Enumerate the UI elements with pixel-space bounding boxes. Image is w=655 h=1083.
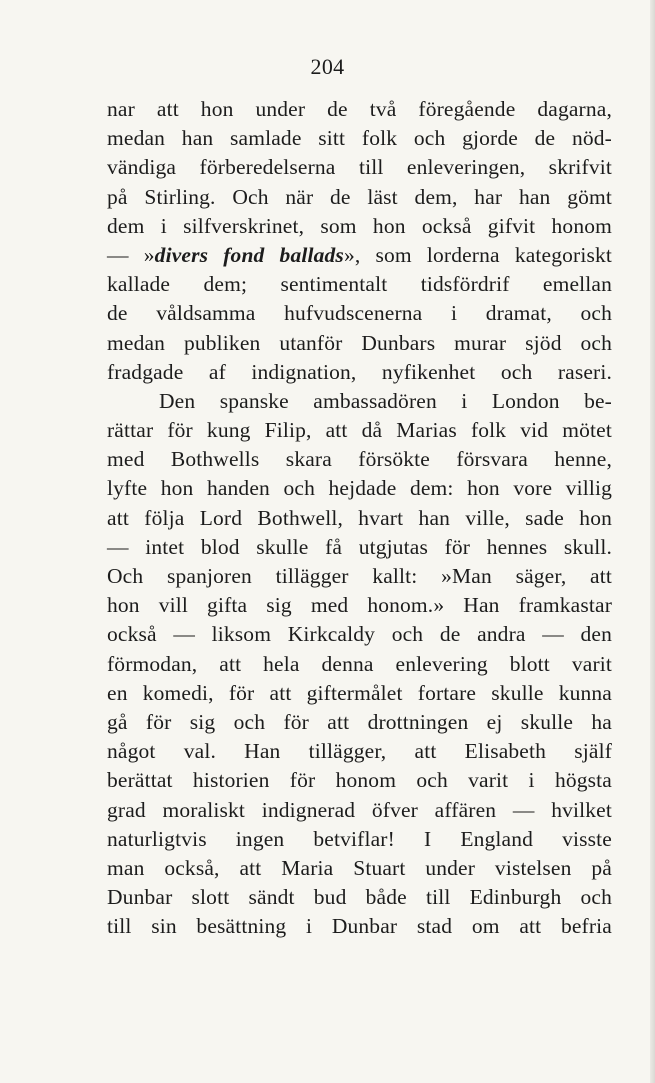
text-line: de våldsamma hufvudscenerna i dramat, och xyxy=(107,301,612,326)
text-line: kallade dem; sentimentalt tidsfördrif emellan xyxy=(107,272,612,297)
text-line: Dunbar slott sändt bud både till Edinburgh och xyxy=(107,885,612,910)
text-line: lyfte hon handen och hejdade dem: hon vore villig xyxy=(107,476,612,501)
page-number: 204 xyxy=(310,54,345,79)
text-line: något val. Han tillägger, att Elisabeth själf xyxy=(107,739,612,764)
text-line: hon vill gifta sig med honom.» Han framkastar xyxy=(107,593,612,618)
body-text xyxy=(107,95,612,941)
text-line: gå för sig och för att drottningen ej skulle ha xyxy=(107,709,612,734)
text-line: också — liksom Kirkcaldy och de andra — den xyxy=(107,622,612,647)
text-line: Och spanjoren tillägger kallt: »Man säger, att xyxy=(107,564,612,588)
text-line: att följa Lord Bothwell, hvart han ville, sade hon xyxy=(107,505,612,530)
text-line: på Stirling. Och när de läst dem, har han gömt xyxy=(107,184,612,209)
text-line: berättat historien för honom och varit i högsta xyxy=(107,768,612,793)
text-line: medan han samlade sitt folk och gjorde de nöd- xyxy=(107,126,612,151)
text-line: rättar för kung Filip, att då Marias folk vid mötet xyxy=(107,418,612,443)
text-line: — intet blod skulle få utgjutas för hennes skull. xyxy=(107,534,612,559)
text-line: fradgade af indignation, nyfikenhet och raseri. xyxy=(107,359,612,384)
text-line: grad moraliskt indignerad öfver affären — hvilket xyxy=(107,797,612,822)
text-line: vändiga förberedelserna till enleveringen, skrifvit xyxy=(107,155,612,180)
text-line-tail: », som lorderna kategoriskt xyxy=(343,242,613,267)
text-line: naturligtvis ingen betviflar! I England visste xyxy=(107,826,612,851)
text-line: dem i silfverskrinet, som hon också gifvit honom xyxy=(107,213,612,238)
text-line: till sin besättning i Dunbar stad om att befria xyxy=(107,914,612,939)
page-edge-shadow xyxy=(650,0,655,1083)
text-line: förmodan, att hela denna enlevering blott varit xyxy=(107,651,612,676)
text-line: medan publiken utanför Dunbars murar sjöd och xyxy=(107,330,612,355)
text-line: med Bothwells skara försökte försvara henne, xyxy=(107,447,612,472)
text-line xyxy=(107,241,612,270)
text-line: en komedi, för att giftermålet fortare skulle kunna xyxy=(107,680,612,705)
text-line: nar att hon under de två föregående dagarna, xyxy=(107,97,612,121)
text-line: Den spanske ambassadören i London be- xyxy=(159,388,612,413)
italic-title: divers fond ballads xyxy=(154,242,344,267)
text-line-lead: — » xyxy=(107,242,155,267)
text-line: man också, att Maria Stuart under vistelsen på xyxy=(107,855,612,880)
